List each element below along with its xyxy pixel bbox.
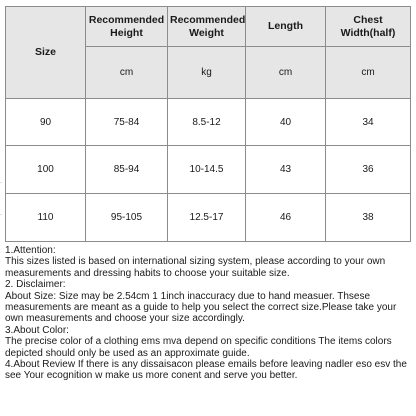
height-column-header: [86, 7, 168, 47]
chest-header-line2: Width(half): [340, 26, 396, 39]
chest-cell: 34: [326, 99, 411, 146]
chest-column-header: [326, 7, 411, 47]
size-chart-table: [5, 6, 411, 242]
edge-marks: [0, 0, 4, 250]
table-row: [6, 99, 411, 146]
disclaimer-text-line: own measurements and choose your size accordingly.: [5, 313, 245, 325]
table-header-row: [6, 7, 411, 47]
height-header-line1: Recommended: [88, 13, 165, 26]
weight-cell: 8.5-12: [168, 99, 246, 146]
review-text-line: see Your ecognition w make us more conent and serve you better.: [5, 370, 298, 382]
height-cell: 95-105: [86, 194, 168, 242]
length-cell: 43: [246, 146, 326, 194]
chest-cell: 36: [326, 146, 411, 194]
length-cell: 46: [246, 194, 326, 242]
size-notes: [5, 245, 414, 382]
size-column-header: Size: [6, 7, 86, 99]
length-unit: cm: [246, 47, 326, 99]
attention-heading: 1.Attention:: [5, 245, 56, 256]
weight-cell: 10-14.5: [168, 146, 246, 194]
color-heading: 3.About Color:: [5, 324, 69, 336]
weight-cell: 12.5-17: [168, 194, 246, 242]
size-cell: 110: [6, 194, 86, 242]
review-text-line: 4.About Review If there is any dissaisacon please emails before leaving nadler eso esv the: [5, 359, 407, 371]
edge-mark: ·: [0, 212, 2, 218]
length-cell: 40: [246, 99, 326, 146]
attention-text-line: measurements and dressing habits to choose your suitable size.: [5, 267, 290, 279]
height-cell: 85-94: [86, 146, 168, 194]
chest-unit: cm: [326, 47, 411, 99]
chest-cell: 38: [326, 194, 411, 242]
edge-mark: ·: [0, 180, 2, 186]
height-header-line2: Height: [110, 26, 143, 39]
size-cell: 100: [6, 146, 86, 194]
size-cell: 90: [6, 99, 86, 146]
disclaimer-text-line: measurements are meant as a guide to help you select the correct size.Please take your: [5, 302, 397, 314]
weight-unit: kg: [168, 47, 246, 99]
weight-column-header: [168, 7, 246, 47]
weight-header-line1: Recommended: [170, 13, 246, 26]
color-text-line: The precise color of a clothing ems mva depend on specific conditions The items colors: [5, 336, 392, 348]
color-text-line: depicted should only be used as an approximate guide.: [5, 347, 250, 359]
disclaimer-heading: 2. Disclaimer:: [5, 279, 66, 291]
length-column-header: Length: [246, 7, 326, 47]
chest-header-line1: Chest: [353, 13, 383, 26]
table-row: [6, 194, 411, 242]
table-row: [6, 146, 411, 194]
attention-text-line: This sizes listed is based on international sizing system, please according to your own: [5, 256, 386, 268]
weight-header-line2: Weight: [189, 26, 224, 39]
disclaimer-text-line: About Size: Size may be 2.54cm 1 1inch inaccuracy due to hand measuer. Thsese: [5, 290, 371, 302]
height-unit: cm: [86, 47, 168, 99]
height-cell: 75-84: [86, 99, 168, 146]
